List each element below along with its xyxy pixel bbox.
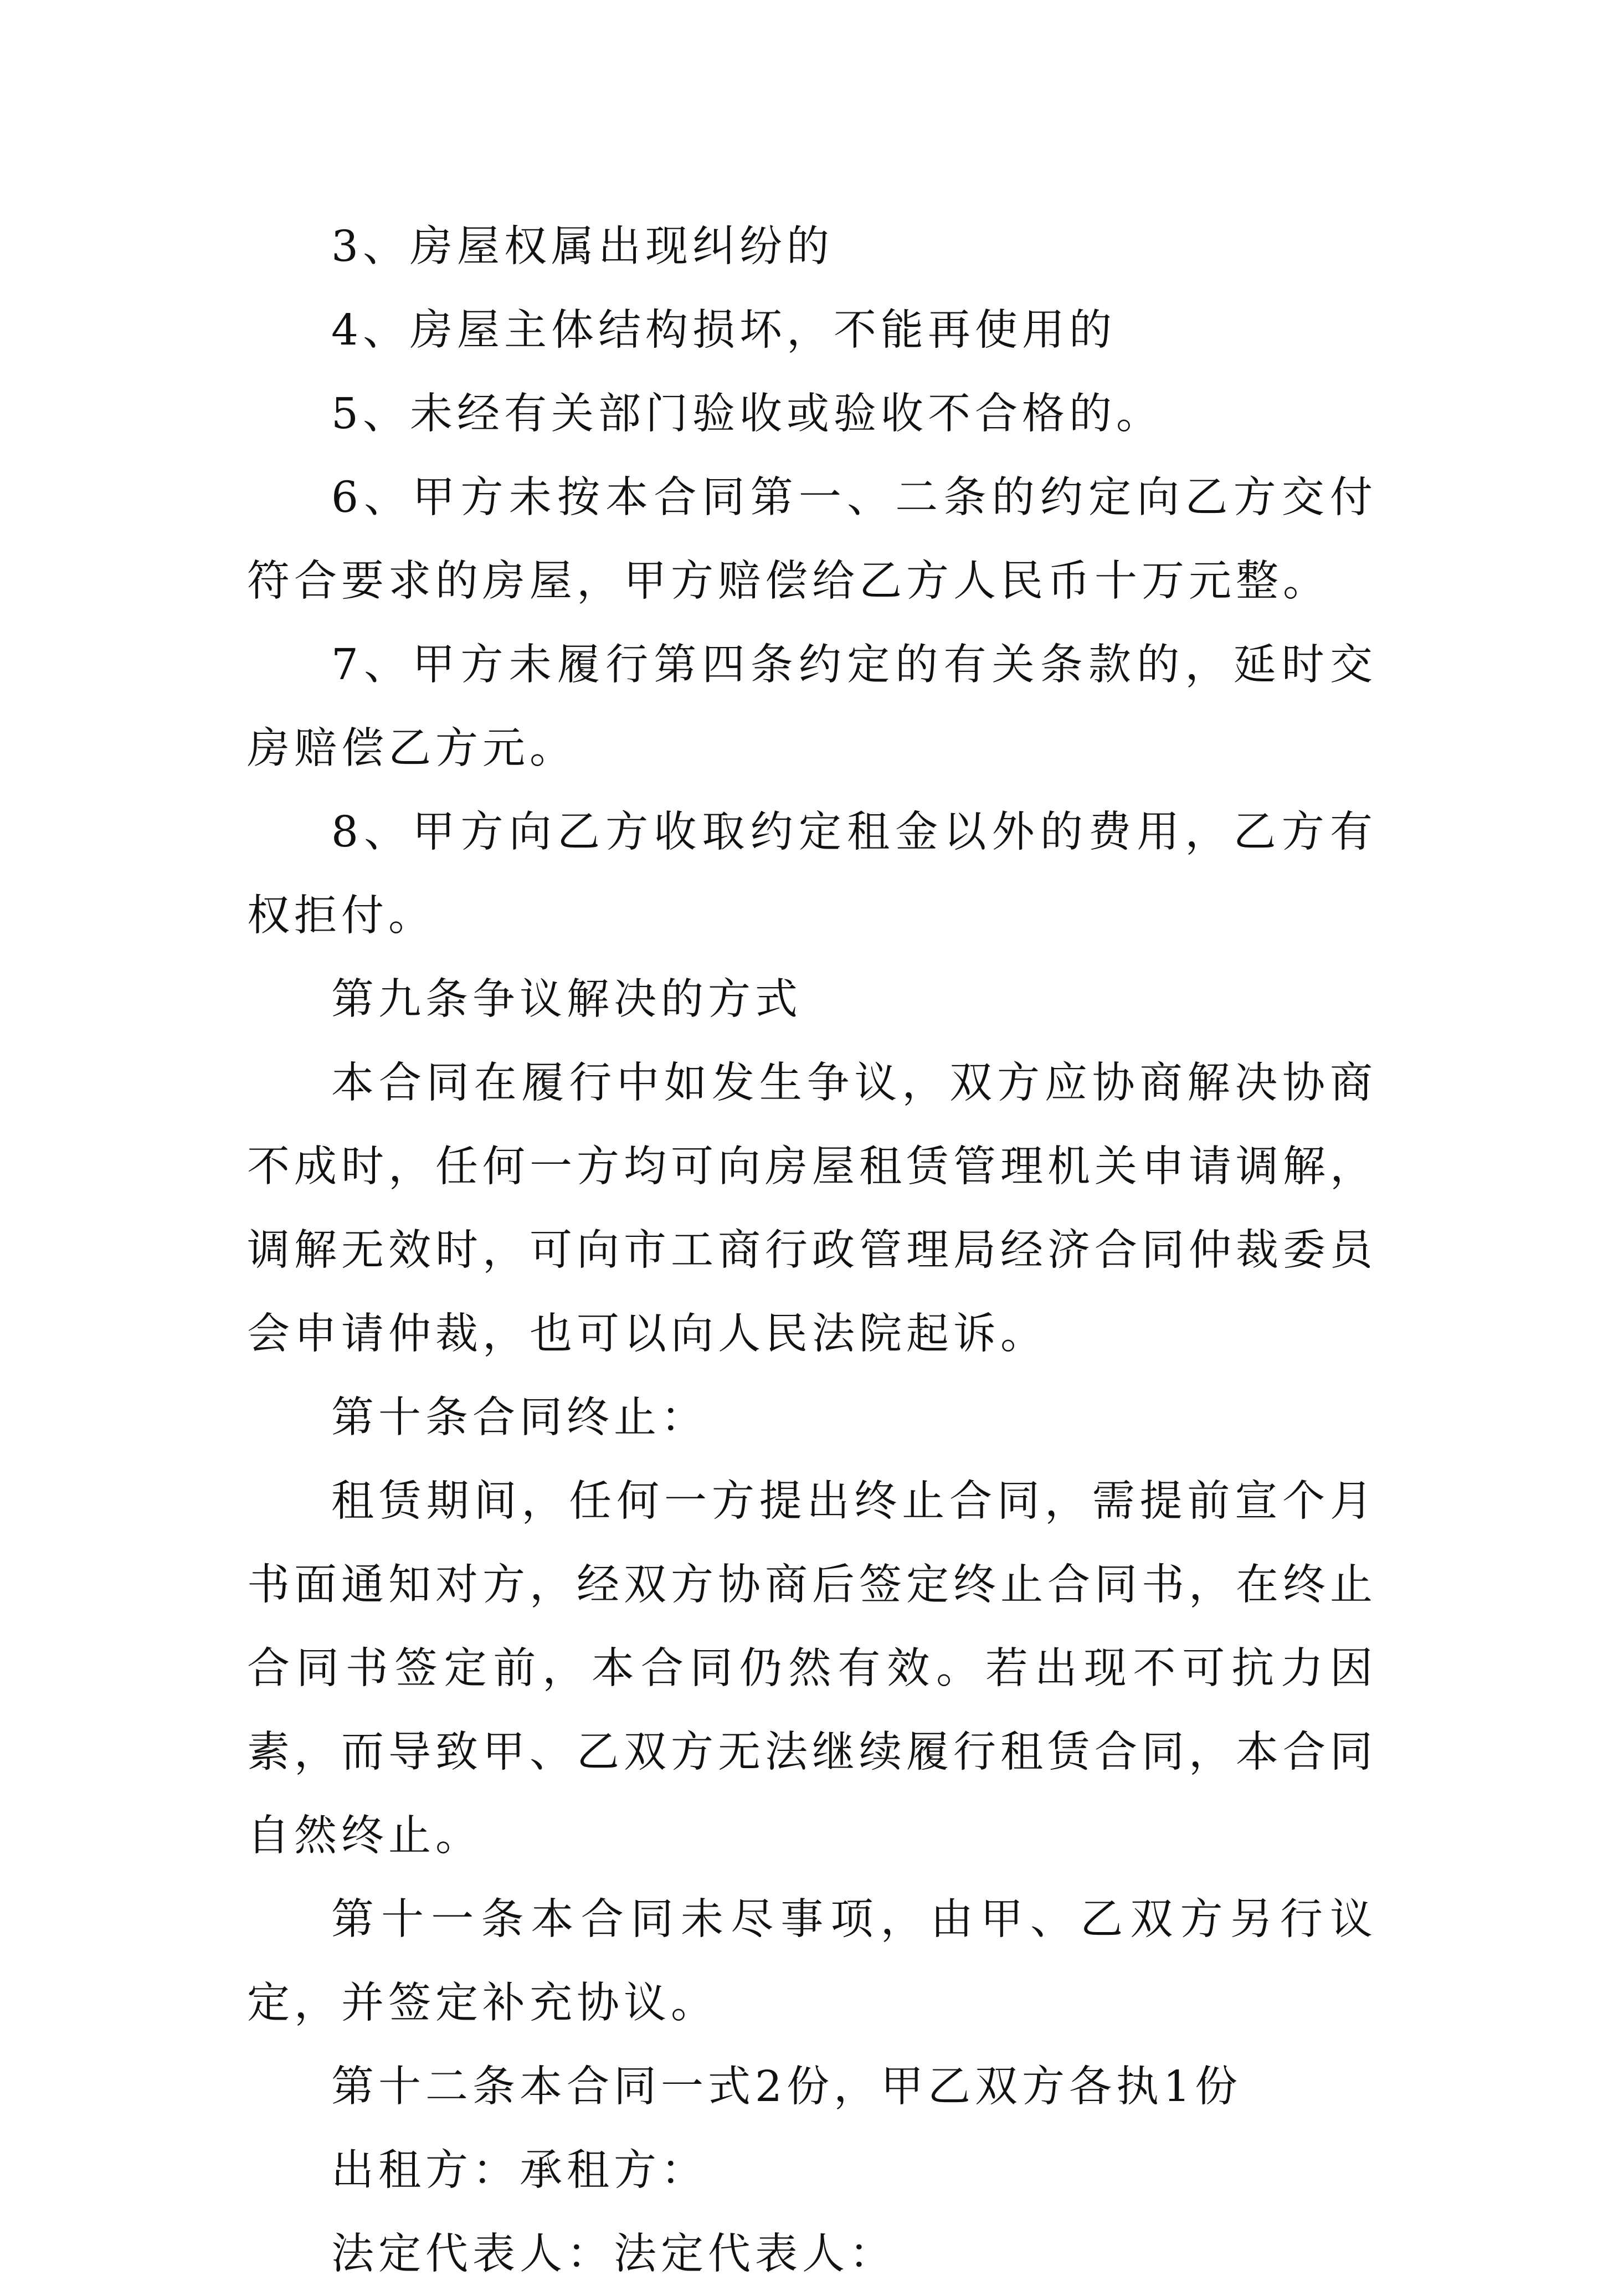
article-12: 第十二条本合同一式2份，甲乙双方各执1份 [331, 2062, 1242, 2112]
article-10-body: 租赁期间，任何一方提出终止合同，需提前宣个月书面通知对方，经双方协商后签定终止合同书，在终止合同书签定前，本合同仍然有效。若出现不可抗力因素，而导致甲、乙双方无法继续履行租赁合同，本合同自然终止。 [247, 1477, 1377, 1861]
clause-item-8: 8、甲方向乙方收取约定租金以外的费用，乙方有权拒付。 [247, 808, 1377, 941]
article-11: 第十一条本合同未尽事项，由甲、乙双方另行议定，并签定补充协议。 [247, 1895, 1377, 2028]
legal-representative-line: 法定代表人：法定代表人： [331, 2230, 896, 2279]
clause-item-5: 5、未经有关部门验收或验收不合格的。 [331, 389, 1163, 439]
article-9-body: 本合同在履行中如发生争议，双方应协商解决协商不成时，任何一方均可向房屋租赁管理机关申请调解，调解无效时，可向市工商行政管理局经济合同仲裁委员会申请仲裁，也可以向人民法院起诉。 [247, 1059, 1377, 1359]
clause-item-6: 6、甲方未按本合同第一、二条的约定向乙方交付符合要求的房屋，甲方赔偿给乙方人民币十万元整。 [247, 473, 1377, 606]
document-body [247, 205, 1377, 2296]
article-9-heading: 第九条争议解决的方式 [331, 975, 802, 1024]
clause-item-7: 7、甲方未履行第四条约定的有关条款的，延时交房赔偿乙方元。 [247, 640, 1377, 773]
clause-item-4: 4、房屋主体结构损坏，不能再使用的 [331, 306, 1116, 355]
article-10-heading: 第十条合同终止： [331, 1393, 708, 1442]
clause-item-3: 3、房屋权属出现纠纷的 [331, 222, 834, 271]
signature-parties-line: 出租方：承租方： [331, 2146, 708, 2195]
